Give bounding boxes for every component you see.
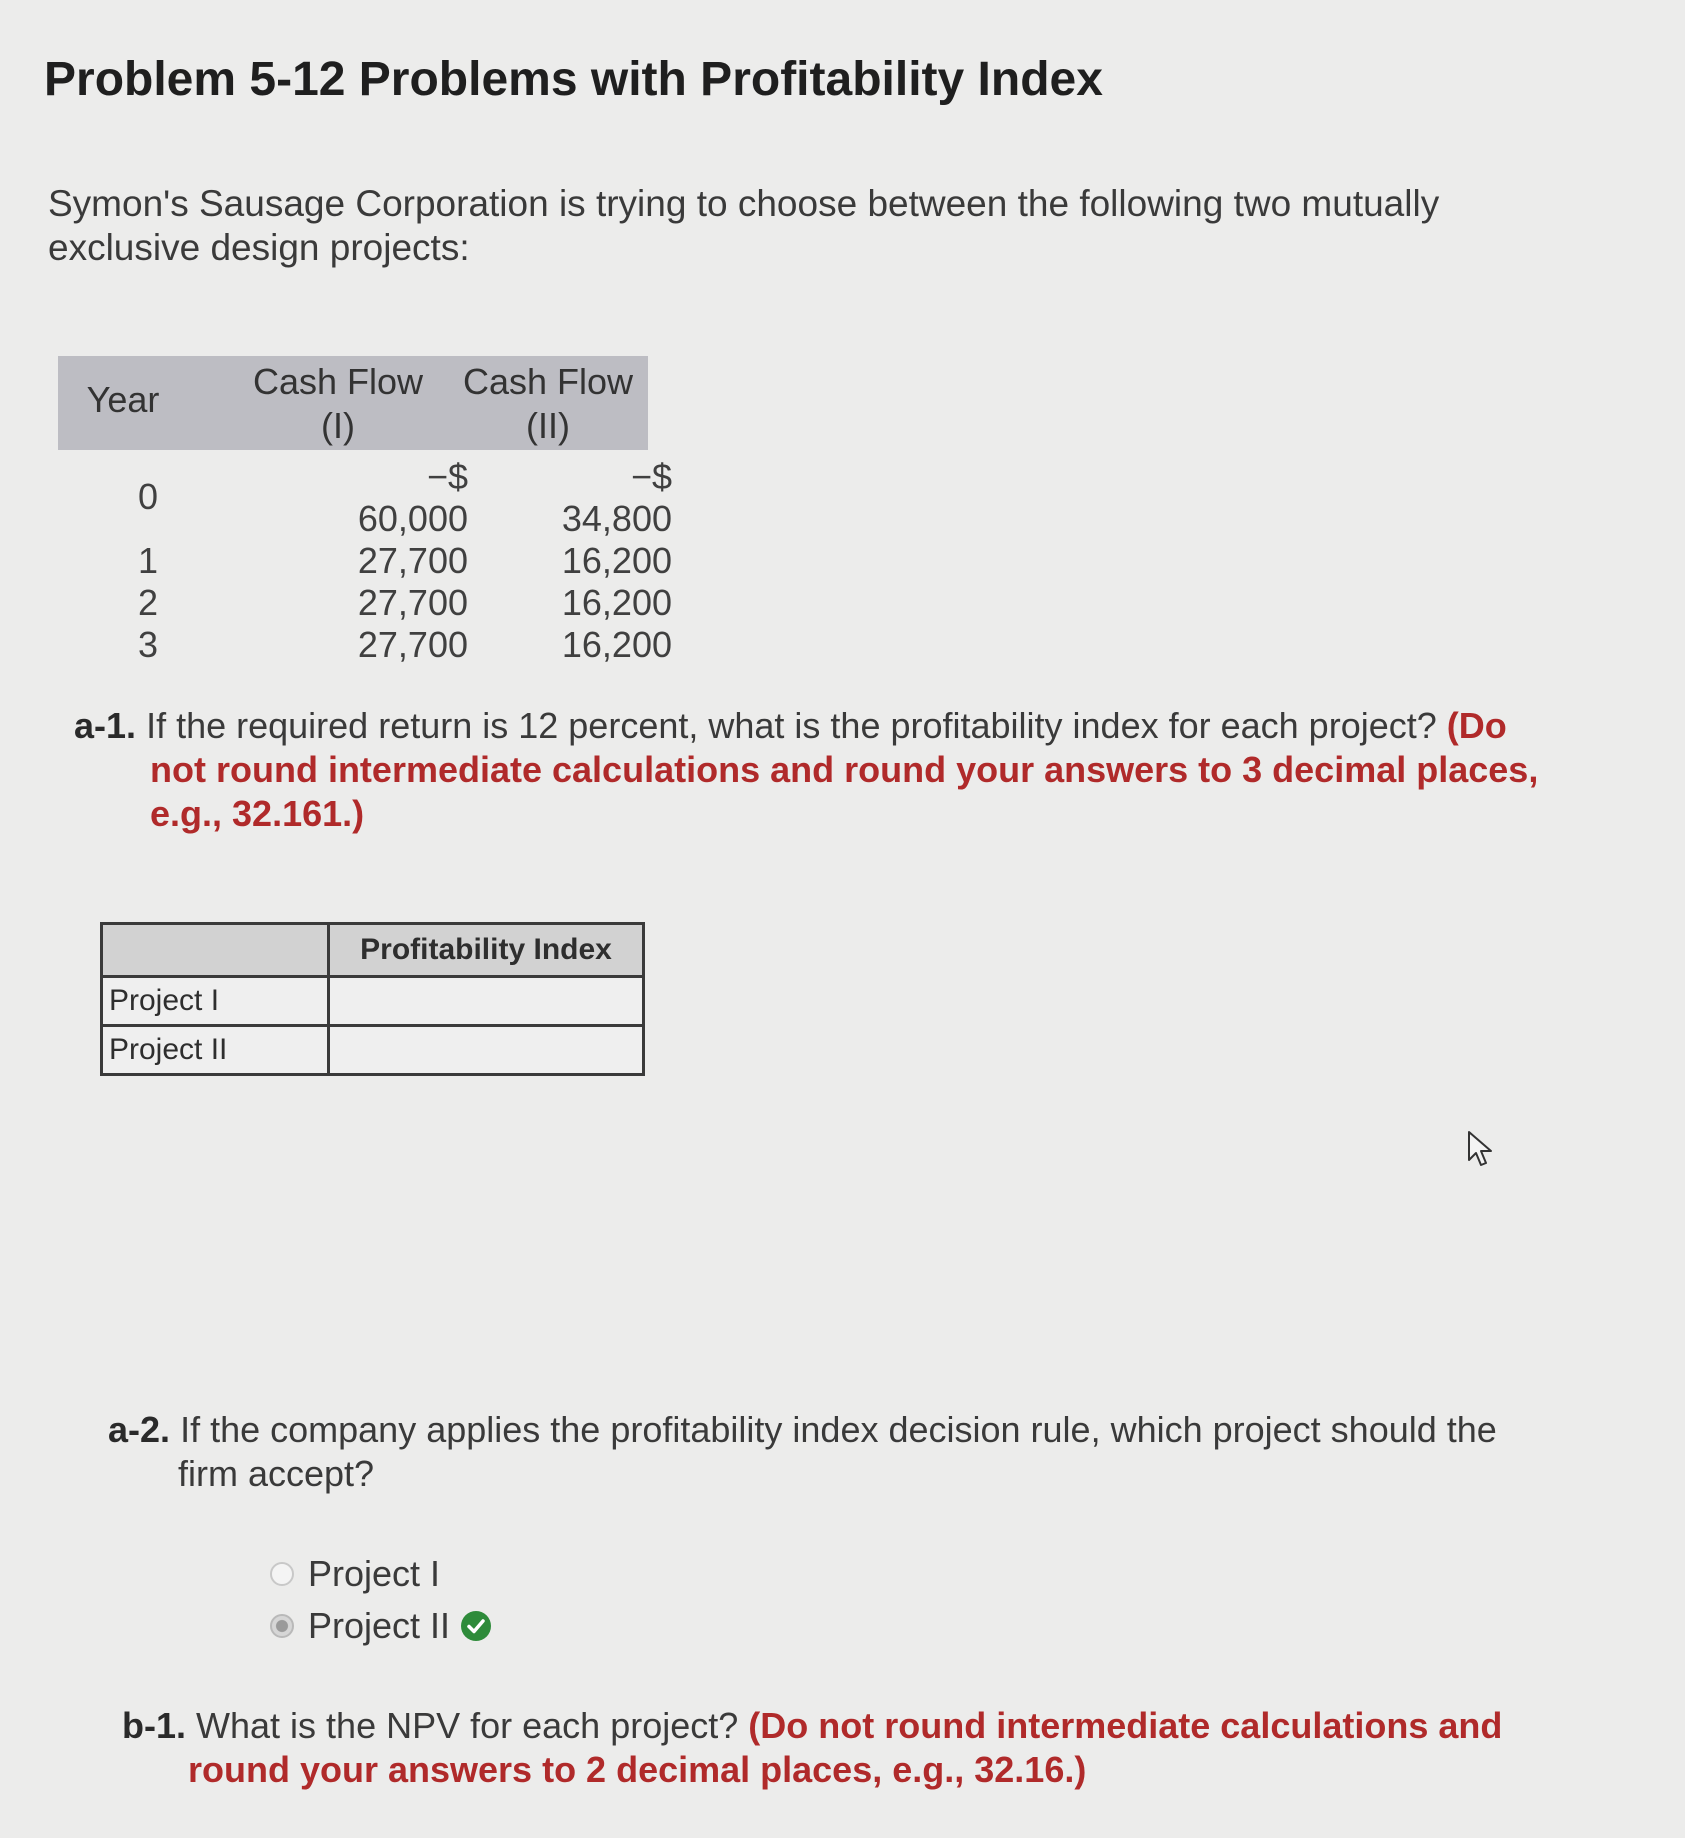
pi-header: Profitability Index xyxy=(329,924,644,977)
pi-cell-project-1[interactable] xyxy=(329,977,644,1026)
cash-flow-1-cell: 27,700 xyxy=(357,582,468,623)
question-a1-note: (Do not round intermediate calculations and round your answers to 3 decimal places, e.g., 32.161.) xyxy=(150,705,1539,834)
profitability-index-table xyxy=(100,922,645,1076)
table-row xyxy=(102,977,644,1026)
table-row xyxy=(58,582,672,624)
mouse-pointer-icon xyxy=(1466,1130,1498,1170)
page-title: Problem 5-12 Problems with Profitability Index xyxy=(44,53,1103,106)
pi-header-blank xyxy=(102,924,329,977)
cash-flow-table-header xyxy=(58,356,648,450)
cash-flow-2-value: 34,800 xyxy=(561,498,672,539)
table-row xyxy=(58,624,672,666)
intro-text: Symon's Sausage Corporation is trying to choose between the following two mutually exclusive design projects: xyxy=(48,183,1440,268)
year-cell: 2 xyxy=(137,582,159,623)
check-circle-icon xyxy=(460,1610,492,1642)
header-cash-flow-1-line2: (I) xyxy=(321,405,355,446)
table-row xyxy=(102,1026,644,1075)
question-a1 xyxy=(74,704,1570,836)
header-cash-flow-2-line1: Cash Flow xyxy=(462,361,634,402)
cash-flow-2-cell xyxy=(458,456,672,540)
question-a2-text: If the company applies the profitability index decision rule, which project should the firm accept? xyxy=(178,1409,1497,1494)
pi-input-project-2[interactable] xyxy=(336,1029,640,1071)
question-b1-note: (Do not round intermediate calculations and round your answers to 2 decimal places, e.g., 32.16.) xyxy=(188,1705,1503,1790)
question-a1-text: If the required return is 12 percent, what is the profitability index for each project? xyxy=(146,705,1437,746)
pi-table-header-row xyxy=(102,924,644,977)
cash-flow-2-prefix: −$ xyxy=(630,456,672,497)
radio-label-project-2[interactable]: Project II xyxy=(308,1605,451,1646)
table-row xyxy=(58,540,672,582)
cash-flow-2-cell: 16,200 xyxy=(561,624,672,665)
year-cell: 0 xyxy=(137,476,159,517)
question-b1 xyxy=(122,1704,1508,1792)
question-b1-label: b-1. xyxy=(122,1705,187,1746)
pi-cell-project-2[interactable] xyxy=(329,1026,644,1075)
question-a2 xyxy=(108,1408,1538,1496)
radio-button-project-2[interactable] xyxy=(270,1614,294,1638)
cash-flow-1-value: 60,000 xyxy=(357,498,468,539)
cash-flow-1-cell xyxy=(258,456,468,540)
header-cash-flow-2 xyxy=(448,360,648,448)
radio-option-project-1[interactable] xyxy=(270,1548,492,1600)
cash-flow-1-cell: 27,700 xyxy=(357,624,468,665)
radio-option-project-2[interactable] xyxy=(270,1600,492,1652)
pi-row-label-project-2: Project II xyxy=(102,1026,329,1075)
cash-flow-rows xyxy=(58,456,672,666)
radio-button-project-1[interactable] xyxy=(270,1562,294,1586)
header-cash-flow-1 xyxy=(238,360,438,448)
radio-label-project-1[interactable]: Project I xyxy=(308,1553,441,1594)
header-cash-flow-2-line2: (II) xyxy=(526,405,570,446)
header-cash-flow-1-line1: Cash Flow xyxy=(252,361,424,402)
table-row xyxy=(58,456,672,540)
year-cell: 3 xyxy=(137,624,159,665)
question-b1-text: What is the NPV for each project? xyxy=(196,1705,739,1746)
pi-row-label-project-1: Project I xyxy=(102,977,329,1026)
question-a2-label: a-2. xyxy=(108,1409,171,1450)
cash-flow-2-cell: 16,200 xyxy=(561,582,672,623)
header-year: Year xyxy=(86,379,160,420)
year-cell: 1 xyxy=(137,540,159,581)
project-radio-group xyxy=(270,1548,492,1652)
cash-flow-1-cell: 27,700 xyxy=(357,540,468,581)
question-a1-label: a-1. xyxy=(74,705,137,746)
cash-flow-1-prefix: −$ xyxy=(426,456,468,497)
pi-input-project-1[interactable] xyxy=(336,980,640,1022)
cash-flow-2-cell: 16,200 xyxy=(561,540,672,581)
